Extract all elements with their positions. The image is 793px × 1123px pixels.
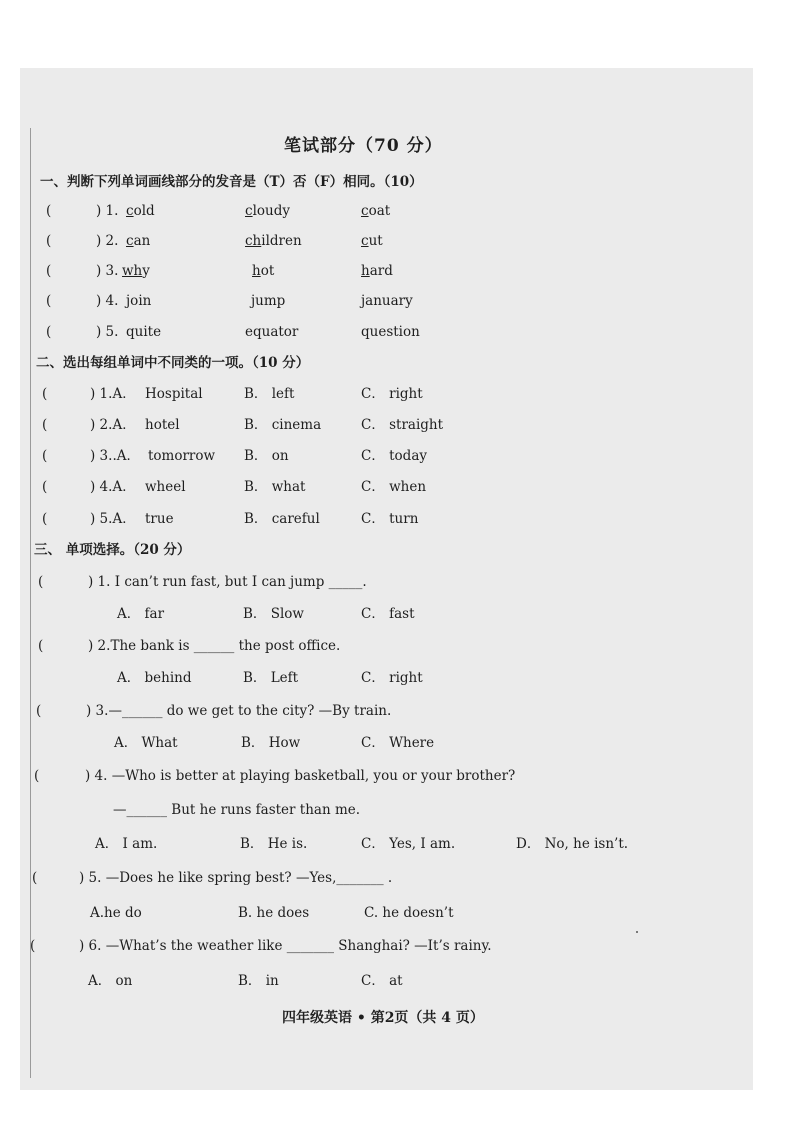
option-b: B． He is. xyxy=(240,836,308,852)
option-c: C． right xyxy=(361,670,423,686)
option-c: C． right xyxy=(361,386,423,402)
item-num: ) 5.A． xyxy=(90,511,136,527)
option-c: C． straight xyxy=(361,417,444,433)
option-a: A． I am. xyxy=(95,836,158,852)
option-a: tomorrow xyxy=(148,448,216,464)
question-text: ) 3.—______ do we get to the city? —By train. xyxy=(86,703,392,719)
option-a: A.he do xyxy=(90,905,142,921)
paren: ( xyxy=(42,386,48,402)
option-b: B． in xyxy=(238,973,279,989)
option-b: B． cinema xyxy=(244,417,322,433)
option-a: Hospital xyxy=(145,386,203,402)
item-num: ) 1.A． xyxy=(90,386,136,402)
item-num: ) 3. xyxy=(96,263,119,279)
option-a: wheel xyxy=(145,479,186,495)
paren: ( xyxy=(34,768,40,784)
word-3: question xyxy=(361,324,420,340)
item-num: ) 4.A． xyxy=(90,479,136,495)
option-c: C． turn xyxy=(361,511,419,527)
option-d: D． No, he isn’t. xyxy=(516,836,629,852)
question-text: ) 2.The bank is ______ the post office. xyxy=(88,638,341,654)
option-c: C． Where xyxy=(361,735,435,751)
item-num: ) 2.A． xyxy=(90,417,136,433)
option-b: B． what xyxy=(244,479,306,495)
paren: ( xyxy=(46,324,52,340)
paren: ( xyxy=(30,938,36,954)
word-2: equator xyxy=(245,324,299,340)
page-footer: 四年级英语 • 第2页（共 4 页） xyxy=(282,1010,484,1026)
paren: ( xyxy=(32,870,38,886)
option-a: A． behind xyxy=(117,670,192,686)
paren: ( xyxy=(36,703,42,719)
section3-heading: 三、 单项选择。（20 分） xyxy=(34,542,191,558)
word-1: cold xyxy=(126,203,155,219)
word-2: cloudy xyxy=(245,203,290,219)
option-c: C． Yes, I am. xyxy=(361,836,456,852)
option-b: B． Slow xyxy=(243,606,304,622)
question-text: ) 6. —What’s the weather like _______ Shanghai? —It’s rainy. xyxy=(79,938,492,954)
paren: ( xyxy=(46,203,52,219)
option-a: A． far xyxy=(117,606,165,622)
section2-heading: 二、选出每组单词中不同类的一项。（10 分） xyxy=(36,355,310,371)
paren: ( xyxy=(46,293,52,309)
option-b: B． left xyxy=(244,386,295,402)
word-2: hot xyxy=(252,263,275,279)
paren: ( xyxy=(42,448,48,464)
word-3: cut xyxy=(361,233,383,249)
word-1: join xyxy=(126,293,152,309)
paren: ( xyxy=(46,263,52,279)
word-2: jump xyxy=(251,293,286,309)
question-text: ) 5. —Does he like spring best? —Yes,_______ . xyxy=(79,870,393,886)
option-c: C． today xyxy=(361,448,427,464)
option-c: C． fast xyxy=(361,606,415,622)
item-num: ) 2. xyxy=(96,233,119,249)
paren: ( xyxy=(42,511,48,527)
word-1: quite xyxy=(126,324,162,340)
word-2: children xyxy=(245,233,302,249)
item-num: ) 1. xyxy=(96,203,119,219)
option-b: B． Left xyxy=(243,670,299,686)
option-a: A． What xyxy=(114,735,178,751)
word-3: january xyxy=(361,293,413,309)
paren: ( xyxy=(46,233,52,249)
option-c: C. he doesn’t xyxy=(364,905,454,921)
option-c: C． when xyxy=(361,479,427,495)
option-b: B． How xyxy=(241,735,301,751)
response-line: —______ But he runs faster than me. xyxy=(113,802,361,818)
page-title: 笔试部分（70 分） xyxy=(284,136,443,156)
ink-speck xyxy=(636,931,638,933)
word-1: why xyxy=(122,263,150,279)
item-num: ) 5. xyxy=(96,324,119,340)
binding-line xyxy=(30,128,31,1078)
paren: ( xyxy=(38,574,44,590)
word-3: coat xyxy=(361,203,391,219)
word-1: can xyxy=(126,233,151,249)
option-c: C． at xyxy=(361,973,403,989)
option-b: B． on xyxy=(244,448,289,464)
section1-heading: 一、判断下列单词画线部分的发音是（T）否（F）相同。（10） xyxy=(40,174,423,190)
item-num: ) 3..A． xyxy=(90,448,140,464)
item-num: ) 4. xyxy=(96,293,119,309)
question-text: ) 1. I can’t run fast, but I can jump _____. xyxy=(88,574,367,590)
word-3: hard xyxy=(361,263,393,279)
paren: ( xyxy=(38,638,44,654)
option-b: B. he does xyxy=(238,905,310,921)
option-a: A． on xyxy=(88,973,133,989)
option-a: hotel xyxy=(145,417,180,433)
option-b: B． careful xyxy=(244,511,320,527)
option-a: true xyxy=(145,511,174,527)
paren: ( xyxy=(42,417,48,433)
question-text: ) 4. —Who is better at playing basketball, you or your brother? xyxy=(85,768,516,784)
paren: ( xyxy=(42,479,48,495)
